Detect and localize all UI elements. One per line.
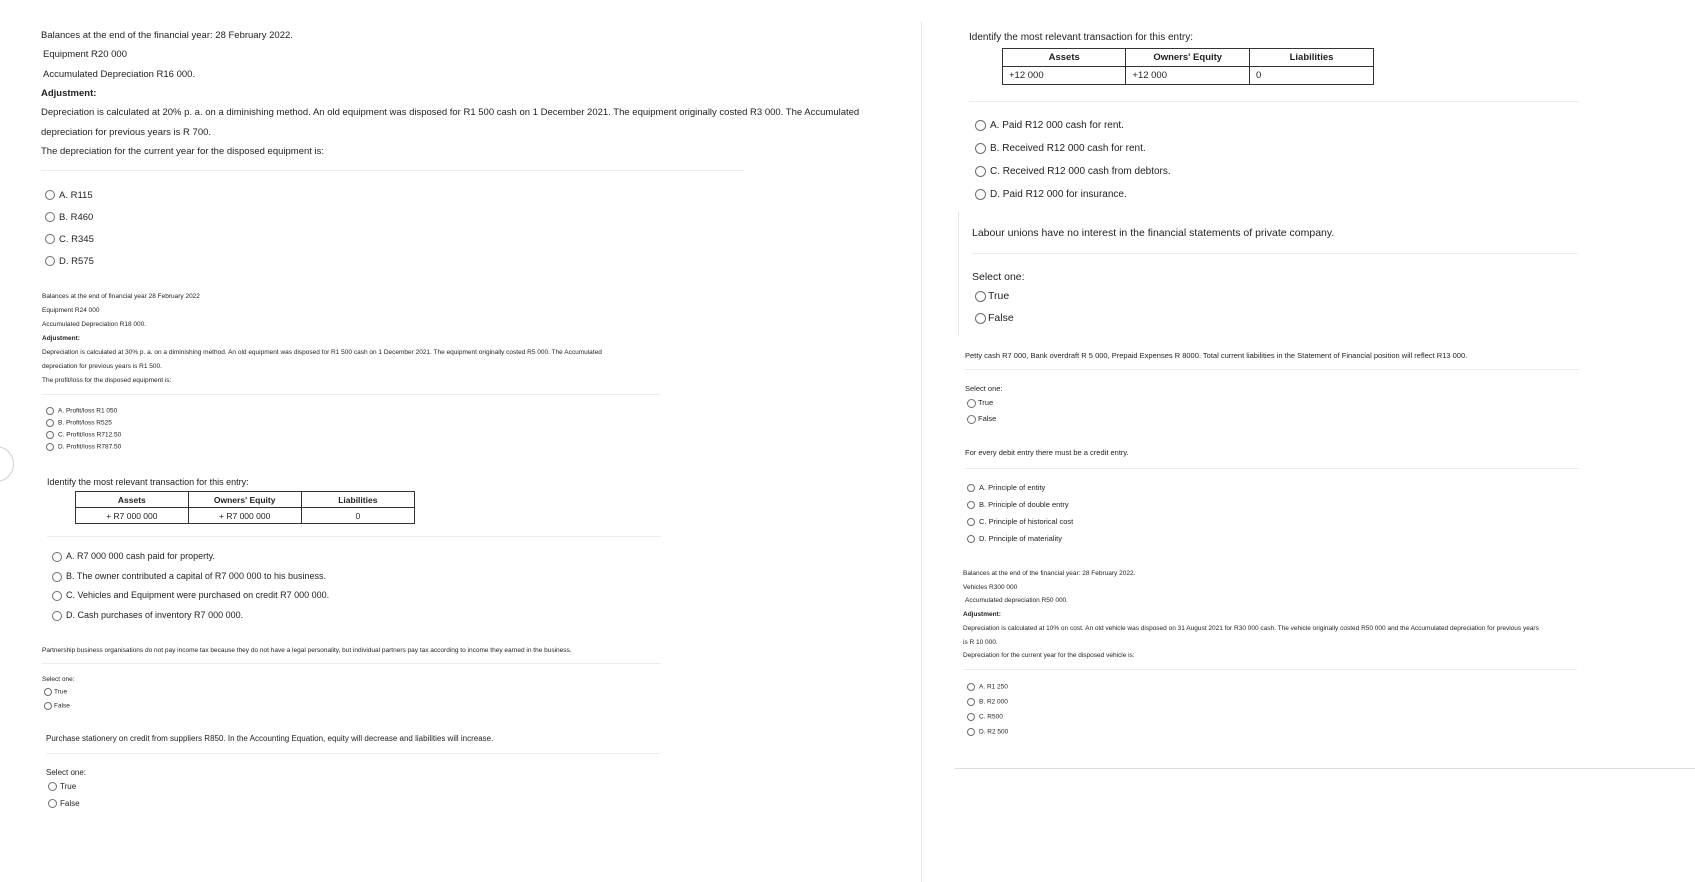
q2-option-a[interactable]: A. Profit/loss R1 050 [46, 407, 117, 415]
radio-icon[interactable] [48, 782, 57, 791]
bottom-divider [955, 768, 1695, 769]
q6-question: Identify the most relevant transaction for this entry: [969, 32, 1193, 43]
radio-icon[interactable] [52, 552, 62, 562]
radio-icon[interactable] [967, 501, 975, 509]
q9-separator [965, 468, 1579, 469]
q8-select-label: Select one: [965, 384, 1003, 393]
radio-icon[interactable] [967, 484, 975, 492]
radio-icon[interactable] [44, 702, 52, 710]
q6-option-c[interactable]: C. Received R12 000 cash from debtors. [975, 166, 1171, 177]
radio-icon[interactable] [52, 611, 62, 621]
q8-option-true[interactable]: True [967, 398, 993, 408]
q3-equation-table [75, 491, 415, 524]
q6-value-equity: +12 000 [1126, 67, 1250, 85]
q3-question: Identify the most relevant transaction for this entry: [47, 477, 249, 487]
radio-icon[interactable] [975, 166, 986, 177]
radio-icon[interactable] [46, 443, 54, 451]
radio-icon[interactable] [975, 291, 986, 302]
q10-option-c[interactable]: C. R500 [967, 713, 1003, 721]
q6-option-a[interactable]: A. Paid R12 000 cash for rent. [975, 120, 1124, 131]
q10-text2: is R 10 000. [963, 639, 998, 646]
radio-icon[interactable] [967, 698, 975, 706]
radio-icon[interactable] [967, 399, 976, 408]
q4-statement: Partnership business organisations do not pay income tax because they do not have a legal personality, but individual partners pay tax according to income they earned in the business. [42, 647, 572, 654]
q1-text1: Depreciation is calculated at 20% p. a. on a diminishing method. An old equipment was disposed for R1 500 cash on 1 December 2021. The equipment originally costed R3 000. The Accumulated [41, 107, 860, 118]
q3-header-liabilities: Liabilities [301, 492, 414, 508]
q3-option-a[interactable]: A. R7 000 000 cash paid for property. [52, 551, 215, 562]
q2-option-c[interactable]: C. Profit/loss R712.50 [46, 431, 121, 439]
q2-question: The profit/loss for the disposed equipment is: [42, 377, 172, 384]
q6-separator [969, 101, 1579, 102]
radio-icon[interactable] [45, 256, 55, 266]
radio-icon[interactable] [975, 189, 986, 200]
q6-value-liabilities: 0 [1250, 67, 1374, 85]
q6-header-assets: Assets [1003, 49, 1126, 67]
q3-separator [47, 536, 661, 537]
q10-line2: Vehicles R300 000 [963, 584, 1018, 591]
edge-circle [0, 446, 14, 482]
q5-option-false[interactable]: False [48, 799, 80, 808]
q10-option-a[interactable]: A. R1 250 [967, 683, 1008, 691]
q2-option-b[interactable]: B. Profit/loss R525 [46, 419, 112, 427]
q10-question: Depreciation for the current year for the disposed vehicle is: [963, 652, 1135, 659]
q10-text1: Depreciation is calculated at 10% on cost. An old vehicle was disposed on 31 August 2021 for R30 000 cash. The vehicle originally costed R50 000 and the Accumulated depreciation for previous years [963, 625, 1539, 632]
q2-separator [42, 394, 660, 395]
q2-line3: Accumulated Depreciation R18 000. [42, 321, 147, 328]
radio-icon[interactable] [45, 234, 55, 244]
q8-option-false[interactable]: False [967, 414, 996, 424]
radio-icon[interactable] [46, 407, 54, 415]
q2-line1: Balances at the end of financial year 28 February 2022 [42, 293, 200, 300]
radio-icon[interactable] [975, 143, 986, 154]
q6-value-assets: +12 000 [1003, 67, 1126, 85]
q3-value-equity: + R7 000 000 [188, 508, 301, 524]
q3-value-assets: + R7 000 000 [76, 508, 189, 524]
radio-icon[interactable] [52, 591, 62, 601]
q7-option-true[interactable]: True [975, 290, 1009, 302]
radio-icon[interactable] [44, 688, 52, 696]
q9-option-d[interactable]: D. Principle of materiality [967, 534, 1062, 543]
q7-select-label: Select one: [972, 271, 1025, 283]
q9-option-b[interactable]: B. Principle of double entry [967, 500, 1069, 509]
radio-icon[interactable] [48, 799, 57, 808]
q6-option-d[interactable]: D. Paid R12 000 for insurance. [975, 189, 1127, 200]
q2-line2: Equipment R24 000 [42, 307, 100, 314]
q8-statement: Petty cash R7 000, Bank overdraft R 5 000, Prepaid Expenses R 8000. Total current liabilities in the Statement of Financial position will reflect R13 000. [965, 351, 1468, 360]
q1-adjustment: Adjustment: [41, 88, 97, 99]
q1-text2: depreciation for previous years is R 700. [41, 127, 212, 138]
q3-option-b[interactable]: B. The owner contributed a capital of R7 000 000 to his business. [52, 571, 326, 582]
q2-adjustment: Adjustment: [42, 335, 80, 342]
q1-option-b[interactable]: B. R460 [45, 212, 93, 223]
q10-line1: Balances at the end of the financial year: 28 February 2022. [963, 570, 1136, 577]
radio-icon[interactable] [967, 518, 975, 526]
q4-option-false[interactable]: False [44, 702, 70, 710]
radio-icon[interactable] [45, 190, 55, 200]
question-7-border [958, 212, 959, 336]
radio-icon[interactable] [46, 419, 54, 427]
q4-option-true[interactable]: True [44, 688, 67, 696]
q6-header-liabilities: Liabilities [1250, 49, 1374, 67]
q1-question: The depreciation for the current year for the disposed equipment is: [41, 146, 325, 157]
q3-header-assets: Assets [76, 492, 189, 508]
q1-line1: Balances at the end of the financial year: 28 February 2022. [41, 30, 293, 41]
q3-header-equity: Owners' Equity [188, 492, 301, 508]
q9-option-c[interactable]: C. Principle of historical cost [967, 517, 1073, 526]
radio-icon[interactable] [967, 415, 976, 424]
q3-value-liabilities: 0 [301, 508, 414, 524]
q10-option-b[interactable]: B. R2 000 [967, 698, 1008, 706]
radio-icon[interactable] [46, 431, 54, 439]
q1-line2: Equipment R20 000 [43, 49, 127, 60]
radio-icon[interactable] [52, 572, 62, 582]
radio-icon[interactable] [967, 713, 975, 721]
q10-line3: Accumulated depreciation R50 000. [965, 597, 1068, 604]
q4-select-label: Select one: [42, 676, 75, 683]
q1-option-d[interactable]: D. R575 [45, 256, 94, 267]
q1-option-a[interactable]: A. R115 [45, 190, 93, 201]
q1-separator [41, 170, 744, 171]
q9-statement: For every debit entry there must be a credit entry. [965, 448, 1129, 457]
radio-icon[interactable] [967, 535, 975, 543]
q2-option-d[interactable]: D. Profit/loss R787.50 [46, 443, 121, 451]
radio-icon[interactable] [967, 683, 975, 691]
q5-statement: Purchase stationery on credit from suppliers R850. In the Accounting Equation, equity will decrease and liabilities will increase. [46, 734, 494, 743]
column-divider [921, 22, 922, 882]
q9-option-a[interactable]: A. Principle of entity [967, 483, 1045, 492]
q7-separator [972, 253, 1578, 254]
q5-separator [46, 753, 660, 754]
q4-separator [42, 663, 660, 664]
q3-option-d[interactable]: D. Cash purchases of inventory R7 000 000. [52, 610, 243, 621]
radio-icon[interactable] [975, 120, 986, 131]
q5-select-label: Select one: [46, 768, 87, 777]
radio-icon[interactable] [967, 728, 975, 736]
q10-option-d[interactable]: D. R2 500 [967, 728, 1008, 736]
q7-option-false[interactable]: False [975, 312, 1014, 324]
q6-option-b[interactable]: B. Received R12 000 cash for rent. [975, 143, 1146, 154]
q7-statement: Labour unions have no interest in the financial statements of private company. [972, 227, 1335, 239]
radio-icon[interactable] [975, 313, 986, 324]
q10-separator [963, 669, 1577, 670]
q10-adjustment: Adjustment: [963, 611, 1001, 618]
radio-icon[interactable] [45, 212, 55, 222]
q1-option-c[interactable]: C. R345 [45, 234, 94, 245]
q6-header-equity: Owners' Equity [1126, 49, 1250, 67]
q8-separator [965, 369, 1579, 370]
q6-equation-table [1002, 48, 1374, 85]
q1-line3: Accumulated Depreciation R16 000. [43, 69, 196, 80]
q2-text1: Depreciation is calculated at 30% p. a. on a diminishing method. An old equipment was disposed for R1 500 cash on 1 December 2021. The equipment originally costed R5 000. The Accumulated [42, 349, 602, 356]
q3-option-c[interactable]: C. Vehicles and Equipment were purchased on credit R7 000 000. [52, 590, 329, 601]
q2-text2: depreciation for previous years is R1 500. [42, 363, 162, 370]
q5-option-true[interactable]: True [48, 782, 76, 791]
